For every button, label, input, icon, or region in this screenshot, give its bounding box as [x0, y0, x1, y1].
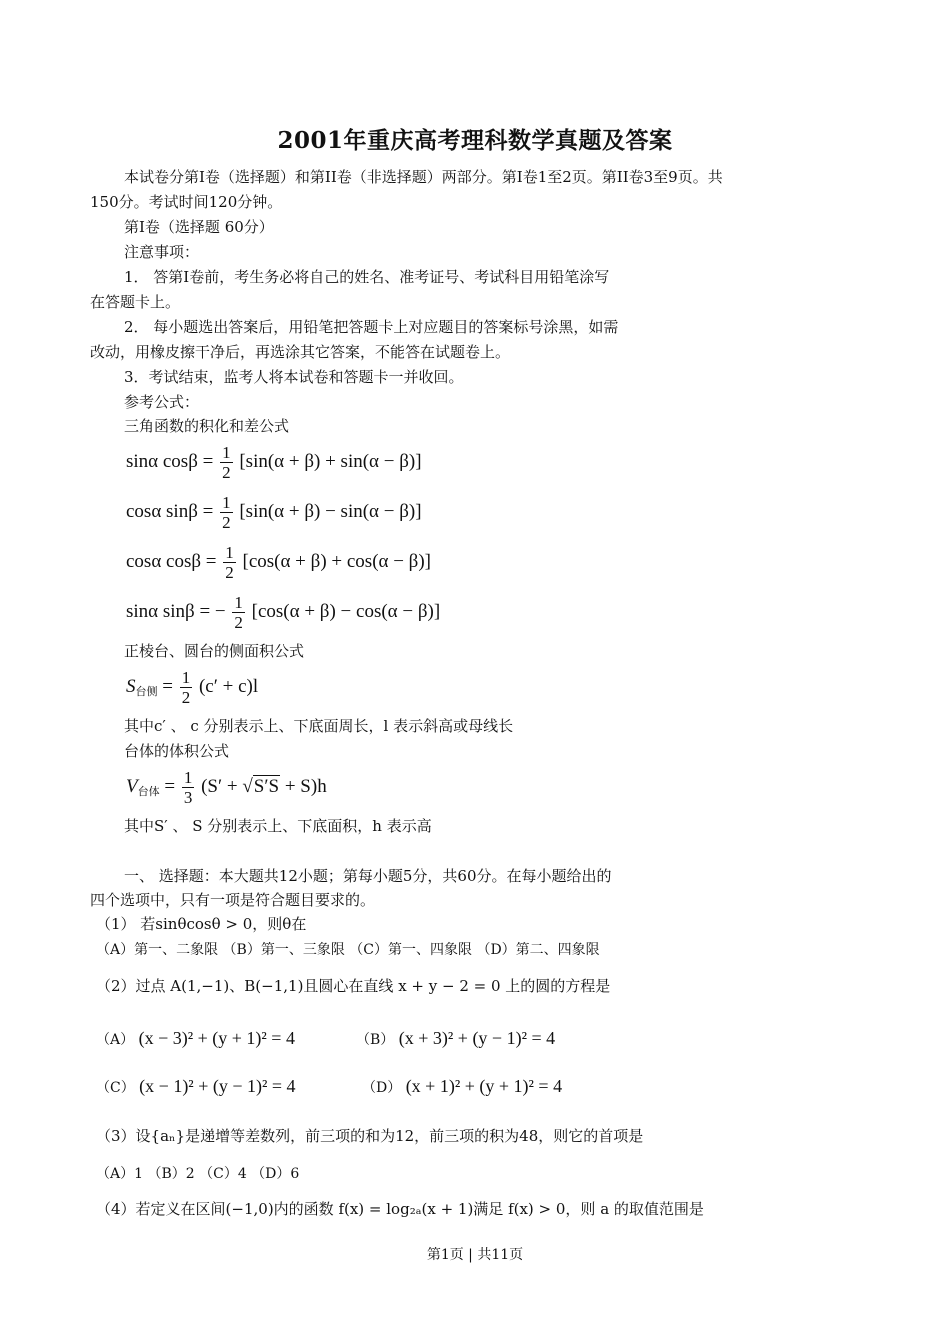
q2-option-a-text: (x − 3)² + (y + 1)² = 4 [138, 1028, 295, 1048]
formula-4-rhs: [cos(α + β) − cos(α − β)] [251, 600, 441, 622]
q2-option-c-label: （C） [96, 1080, 135, 1096]
fraction-half: $\frac{1}{2}$ [234, 593, 243, 632]
notice-3: 3．考试结束，监考人将本试卷和答题卡一并收回。 [124, 368, 464, 386]
section1-line-2: 四个选项中，只有一项是符合题目要求的。 [90, 891, 376, 909]
formula-1-lhs: sinα cosβ = [126, 450, 214, 472]
q2-option-c-text: (x − 1)² + (y − 1)² = 4 [139, 1076, 296, 1096]
fraction-half: $\frac{1}{2}$ [222, 443, 231, 482]
page-footer: 第1页 | 共11页 [426, 1247, 524, 1263]
fraction-third: $\frac{1}{3}$ [183, 768, 193, 807]
notice-1b: 在答题卡上。 [90, 293, 181, 311]
q2-option-b-text: (x + 3)² + (y − 1)² = 4 [398, 1028, 556, 1048]
frustum-volume-heading: 台体的体积公式 [124, 742, 230, 760]
q2-option-a-label: （A） [96, 1032, 135, 1048]
question-3-stem: （3）设{aₙ}是递增等差数列，前三项的和为12，前三项的积为48，则它的首项是 [96, 1127, 644, 1145]
volume-rhs-b: + S)h [280, 775, 327, 797]
formula-1 [126, 443, 422, 482]
question-2-stem: （2）过点 A(1,−1)、B(−1,1)且圆心在直线 x + y − 2 = 0 上的圆的方程是 [96, 977, 611, 995]
sqrt-radicand: S′S [253, 775, 280, 797]
formula-2 [126, 493, 422, 532]
formula-4 [126, 593, 440, 632]
frustum-area-heading: 正棱台、圆台的侧面积公式 [124, 642, 305, 660]
q2-option-c [96, 1076, 296, 1098]
frustum-volume-note: 其中S′ 、 S 分别表示上、下底面积，h 表示高 [124, 817, 432, 835]
frustum-area-note: 其中c′ 、 c 分别表示上、下底面周长，l 表示斜高或母线长 [124, 717, 514, 735]
fraction-half: $\frac{1}{2}$ [181, 668, 191, 707]
page-title: 2001年重庆高考理科数学真题及答案 [277, 127, 673, 154]
frustum-area-formula: $S_{台侧}$ = $\frac{1}{2}$ (c′ + c)l [126, 668, 259, 707]
formula-1-rhs: [sin(α + β) + sin(α − β)] [239, 450, 422, 472]
formula-2-rhs: [sin(α + β) − sin(α − β)] [239, 500, 422, 522]
q2-option-a [96, 1028, 295, 1050]
sqrt-sign: √ [242, 775, 253, 797]
formula-3-lhs: cosα cosβ = [126, 550, 217, 572]
section1-line-1: 一、 选择题：本大题共12小题；第每小题5分，共60分。在每小题给出的 [124, 867, 612, 885]
formula-3 [126, 543, 431, 582]
volume-symbol: V [126, 775, 138, 797]
q2-option-d-label: （D） [362, 1080, 402, 1096]
trig-heading: 三角函数的积化和差公式 [124, 417, 290, 435]
question-4-stem: （4）若定义在区间(−1,0)内的函数 f(x) = log₂ₐ(x + 1)满足 f(x) > 0，则 a 的取值范围是 [96, 1200, 704, 1218]
area-symbol: S [126, 675, 136, 697]
volume-rhs-a: (S′ + [201, 775, 243, 797]
area-subscript: 台侧 [135, 684, 158, 698]
formula-3-rhs: [cos(α + β) + cos(α − β)] [242, 550, 432, 572]
intro-line-1: 本试卷分第Ⅰ卷（选择题）和第II卷（非选择题）两部分。第Ⅰ卷1至2页。第II卷3至9页。共 [124, 168, 723, 186]
formula-2-lhs: cosα sinβ = [126, 500, 214, 522]
reference-heading: 参考公式： [124, 393, 200, 411]
part1-heading: 第Ⅰ卷（选择题 60分） [124, 218, 274, 236]
formula-4-lhs: sinα sinβ = − [126, 600, 226, 622]
q2-option-d [362, 1076, 562, 1098]
intro-line-2: 150分。考试时间120分钟。 [90, 193, 283, 211]
fraction-half: $\frac{1}{2}$ [225, 543, 234, 582]
frustum-volume-formula: $V_{台体}$ = $\frac{1}{3}$ (S′ + √S′S + S)h [126, 768, 327, 807]
notice-2b: 改动，用橡皮擦干净后，再选涂其它答案，不能答在试题卷上。 [90, 343, 511, 361]
notice-1a: 1． 答第Ⅰ卷前，考生务必将自己的姓名、准考证号、考试科目用铅笔涂写 [124, 268, 610, 286]
q2-option-d-text: (x + 1)² + (y + 1)² = 4 [405, 1076, 563, 1096]
notice-2a: 2． 每小题选出答案后，用铅笔把答题卡上对应题目的答案标号涂黑，如需 [124, 318, 619, 336]
question-1-stem: （1） 若sinθcosθ > 0，则θ在 [96, 915, 307, 933]
area-rhs: (c′ + c)l [198, 675, 259, 697]
q2-option-b-label: （B） [356, 1032, 395, 1048]
volume-subscript: 台体 [137, 784, 160, 798]
notice-heading: 注意事项： [124, 243, 200, 261]
q2-option-b [356, 1028, 555, 1050]
fraction-half: $\frac{1}{2}$ [222, 493, 231, 532]
question-3-options: （A）1 （B）2 （C）4 （D）6 [96, 1166, 300, 1182]
question-1-options: （A）第一、二象限 （B）第一、三象限 （C）第一、四象限 （D）第二、四象限 [96, 942, 600, 958]
